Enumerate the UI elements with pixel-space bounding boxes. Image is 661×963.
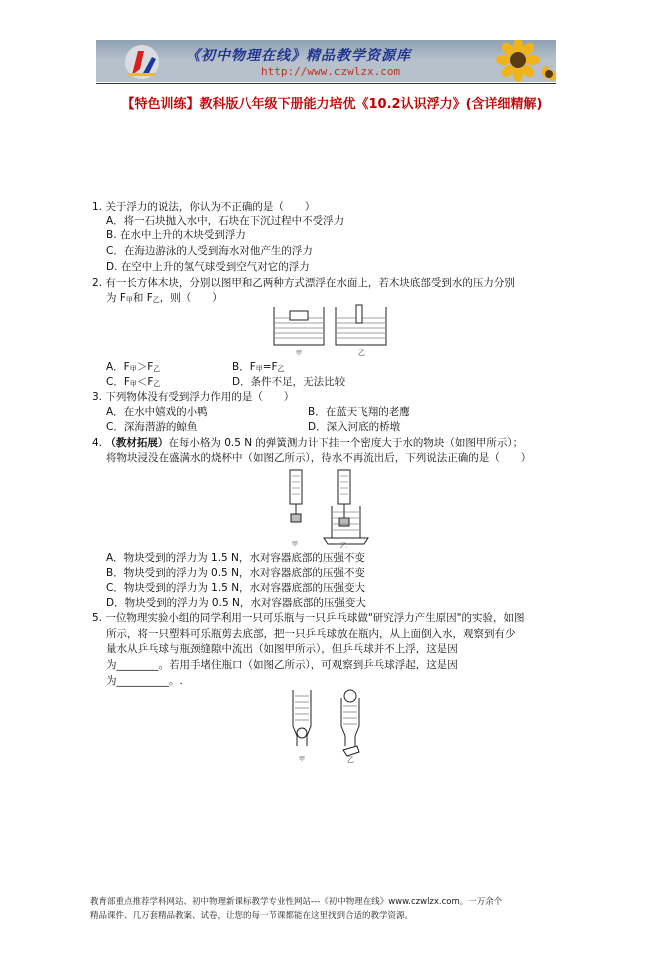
q3-option-a: A．在水中嬉戏的小鸭 xyxy=(106,406,208,418)
q5-fig-label-b: 乙 xyxy=(347,756,354,764)
q1-option-c: C．在海边游泳的人受到海水对他产生的浮力 xyxy=(106,245,313,257)
q2-option-a: A．F甲＞F乙 xyxy=(106,361,161,373)
q2-figure xyxy=(270,303,390,358)
q2-stem-line1: 2. 有一长方体木块，分别以图甲和乙两种方式漂浮在水面上，若木块底部受到水的压力分别 xyxy=(92,277,515,289)
q5-line5: 为__________。. xyxy=(106,675,183,687)
q5-line1: 5. 一位物理实验小组的同学利用一只可乐瓶与一只乒乓球做"研究浮力产生原因"的实验，如图 xyxy=(92,612,525,624)
q1-option-a: A．将一石块抛入水中，石块在下沉过程中不受浮力 xyxy=(106,215,345,227)
sunflower-icon xyxy=(496,40,556,82)
q1-stem: 1. 关于浮力的说法，你认为不正确的是（ ） xyxy=(92,201,316,213)
q3-option-b: B．在蓝天飞翔的老鹰 xyxy=(308,406,410,418)
q2-fig-label-a: 甲 xyxy=(296,350,303,357)
q4-stem-line2: 将物块浸没在盛满水的烧杯中（如图乙所示），待水不再流出后，下列说法正确的是（ ） xyxy=(106,452,532,464)
q2-option-c: C．F甲＜F乙 xyxy=(106,376,161,388)
q1-option-d: D. 在空中上升的氢气球受到空气对它的浮力 xyxy=(106,261,310,273)
q5-fig-label-a: 甲 xyxy=(299,756,306,763)
site-logo-icon xyxy=(118,43,166,81)
q2-stem-line2: 为 F甲和 F乙，则（ ） xyxy=(106,292,223,304)
q4-option-b: B．物块受到的浮力为 0.5 N，水对容器底部的压强不变 xyxy=(106,567,365,579)
q4-tag: （教材拓展） xyxy=(105,437,169,449)
q4-option-d: D．物块受到的浮力为 0.5 N，水对容器底部的压强变大 xyxy=(106,597,366,609)
q1-option-b: B. 在水中上升的木块受到浮力 xyxy=(106,229,246,241)
page-footer xyxy=(90,895,580,923)
q4-stem-line1: 4. （教材拓展）在每小格为 0.5 N 的弹簧测力计下挂一个密度大于水的物块（如图甲所示）； xyxy=(92,437,524,449)
document-title: 【特色训练】教科版八年级下册能力培优《10.2认识浮力》(含详细精解) xyxy=(121,97,543,112)
q4-fig-label-a: 甲 xyxy=(292,541,299,548)
q2-fig-label-b: 乙 xyxy=(358,349,365,357)
banner-title: 《初中物理在线》精品教学资源库 xyxy=(186,48,411,64)
q3-option-c: C．深海潜游的鲸鱼 xyxy=(106,421,198,433)
footer-line1: 教育部重点推荐学科网站、初中物理新课标教学专业性网站---《初中物理在线》www.czwlzx.com。一万余个 xyxy=(90,897,503,907)
banner-url: http://www.czwlzx.com xyxy=(261,65,401,78)
banner-divider xyxy=(96,83,556,84)
q2-option-d: D．条件不足，无法比较 xyxy=(232,376,346,388)
q4-option-a: A．物块受到的浮力为 1.5 N，水对容器底部的压强不变 xyxy=(106,552,365,564)
header-banner xyxy=(96,40,556,82)
q2-option-b: B．F甲=F乙 xyxy=(232,361,285,373)
q4-figure xyxy=(276,468,376,548)
q3-option-d: D．深入河底的桥墩 xyxy=(308,421,401,433)
q5-figure xyxy=(285,686,365,766)
q5-line2: 所示，将一只塑料可乐瓶剪去底部，把一只乒乓球放在瓶内，从上面倒入水，观察到有少 xyxy=(106,628,516,640)
q5-line4: 为________。若用手堵住瓶口（如图乙所示），可观察到乒乓球浮起，这是因 xyxy=(106,659,458,671)
q4-fig-label-b: 乙 xyxy=(340,542,347,548)
footer-line2: 精品课件、几万套精品教案、试卷，让您的每一节课都能在这里找到合适的教学资源。 xyxy=(90,911,414,921)
q3-stem: 3. 下列物体没有受到浮力作用的是（ ） xyxy=(92,391,295,403)
q4-option-c: C．物块受到的浮力为 1.5 N，水对容器底部的压强变大 xyxy=(106,582,366,594)
q5-line3: 量水从乒乓球与瓶颈缝隙中流出（如图甲所示），但乒乓球并不上浮，这是因 xyxy=(106,643,458,655)
